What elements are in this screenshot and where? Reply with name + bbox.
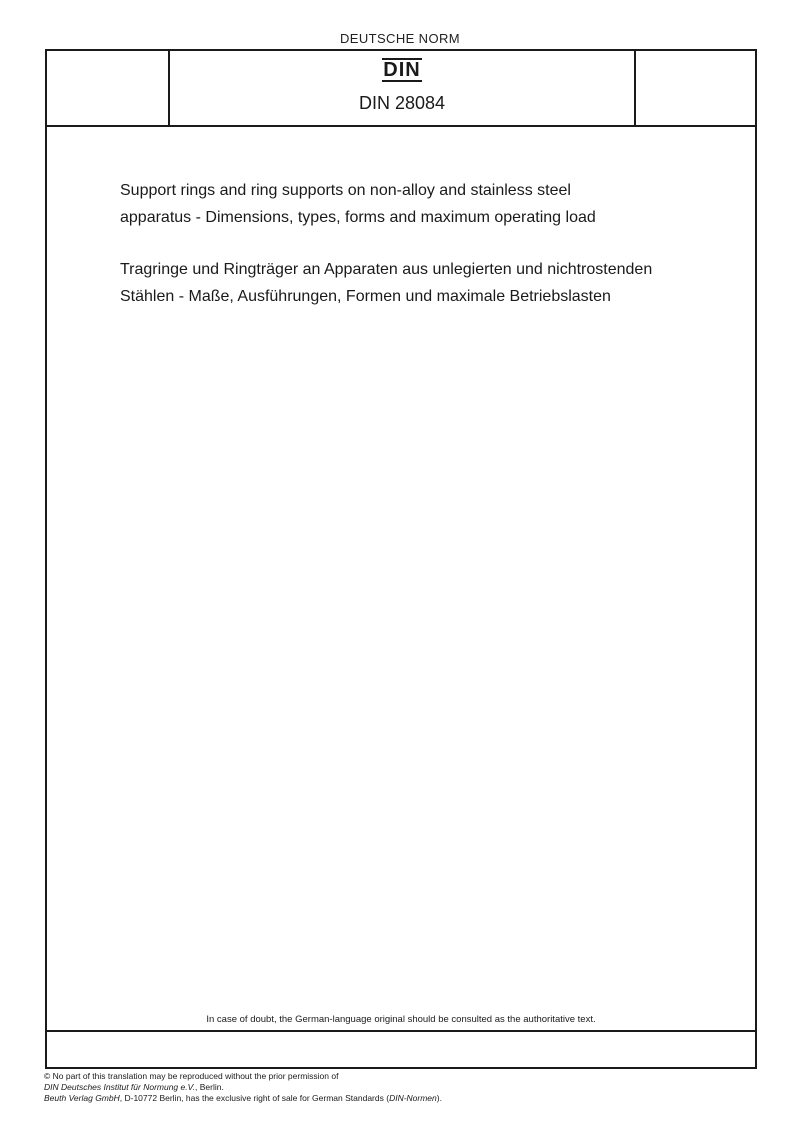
header-cell-center (170, 51, 634, 125)
document-number: DIN 28084 (358, 93, 446, 113)
norm-label: DEUTSCHE NORM (339, 31, 461, 46)
publisher-name: Beuth Verlag GmbH (44, 1093, 120, 1103)
copyright-line-2-rest: , Berlin. (195, 1082, 224, 1092)
header-cell-right (634, 51, 757, 125)
din-logo (170, 58, 634, 82)
din-institute-name: DIN Deutsches Institut für Normung e.V. (44, 1082, 196, 1092)
din-normen-label: DIN-Normen (389, 1093, 437, 1103)
footer-row (47, 1030, 755, 1032)
din-logo-text: DIN (383, 59, 421, 81)
german-title-line-1: Tragringe und Ringträger an Apparaten aus unlegierten und nichtrostenden (120, 261, 653, 278)
document-frame (45, 49, 757, 1069)
copyright-line-3-end: ). (436, 1093, 442, 1103)
german-title (120, 256, 740, 310)
header-row (47, 51, 755, 127)
german-title-line-2: Stählen - Maße, Ausführungen, Formen und maximale Betriebslasten (120, 288, 611, 305)
copyright-line-3 (44, 1093, 764, 1104)
copyright-line-1: © No part of this translation may be reproduced without the prior permission of (44, 1071, 339, 1081)
authoritative-text-note: In case of doubt, the German-language original should be consulted as the authoritative text. (206, 1014, 596, 1025)
copyright-line-2 (44, 1082, 764, 1093)
english-title-line-1: Support rings and ring supports on non-alloy and stainless steel (120, 182, 571, 199)
copyright-line-3-mid: , D-10772 Berlin, has the exclusive right of sale for German Standards ( (119, 1093, 390, 1103)
copyright-notice (44, 1071, 764, 1104)
english-title (120, 177, 740, 231)
header-cell-left (47, 51, 170, 125)
english-title-line-2: apparatus - Dimensions, types, forms and maximum operating load (120, 209, 596, 226)
